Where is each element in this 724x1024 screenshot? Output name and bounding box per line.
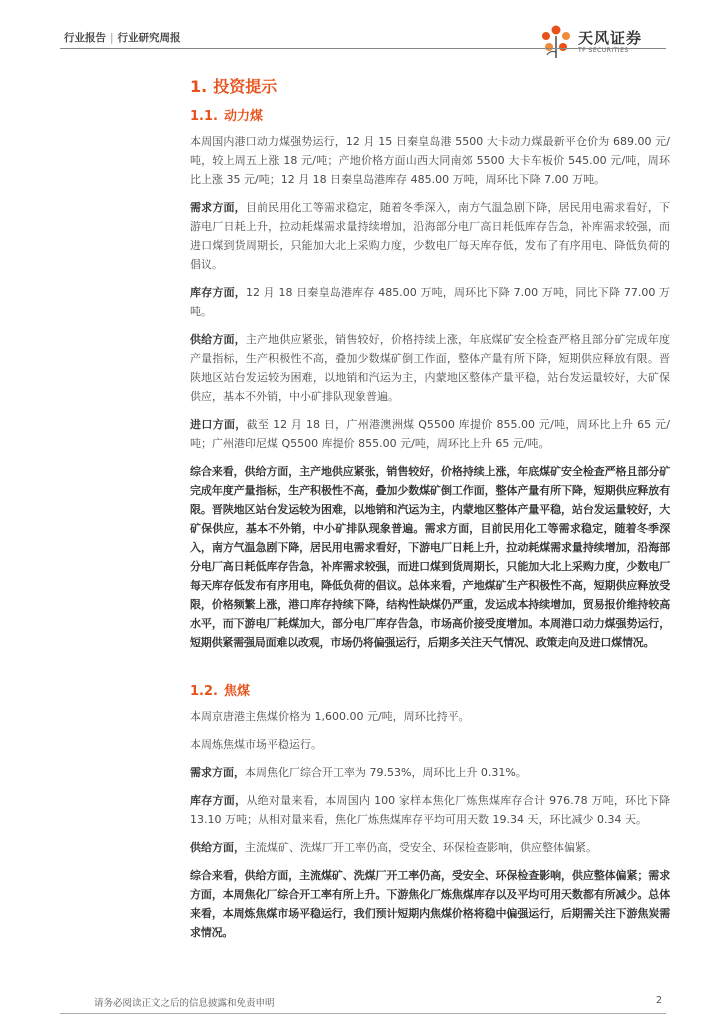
paragraph — [190, 707, 670, 726]
paragraph-text: 从绝对量来看，本周国内 100 家样本焦化厂炼焦煤库存合计 976.78 万吨，环比下降 13.10 万吨；从相对量来看，焦化厂炼焦煤库存平均可用天数 19.34 天，环比减少 0.34 天。 — [190, 794, 670, 826]
paragraph — [190, 132, 670, 189]
paragraph-text: 12 月 18 日秦皇岛港库存 485.00 万吨，周环比下降 7.00 万吨，同比下降 77.00 万吨。 — [190, 286, 671, 318]
section-title: 投资提示 — [213, 77, 278, 96]
paragraph — [190, 791, 670, 829]
subsection-title: 焦煤 — [223, 684, 250, 699]
paragraph-text: 主流煤矿、洗煤厂开工率仍高，受安全、环保检查影响，供应整体偏紧。 — [245, 841, 597, 854]
paragraph — [190, 735, 670, 754]
main-content — [190, 66, 670, 951]
report-subtype: 行业研究周报 — [117, 32, 181, 44]
paragraph — [190, 763, 670, 782]
logo-name: 天风证券 — [578, 29, 643, 47]
subsection-heading — [190, 105, 670, 124]
breadcrumb-separator: | — [110, 32, 114, 44]
paragraph-text: 主产地供应紧张，销售较好，价格持续上涨，年底煤矿安全检查严格且部分矿完成年度产量指标，生产积极性不高，叠加少数煤矿倒工作面，整体产量有所下降，短期供应释放有限。晋陕地区站台发运较为困难，以地销和汽运为主，内蒙地区整体产量平稳，站台发运量较好，大矿保供应，基本不外销，中小矿排队现象普遍。 — [190, 333, 671, 403]
paragraph-lead: 库存方面， — [190, 794, 247, 807]
paragraph — [190, 283, 670, 321]
report-type: 行业报告 — [64, 32, 106, 44]
paragraph-lead: 需求方面， — [190, 201, 246, 214]
footer-divider — [60, 1013, 666, 1014]
paragraph — [190, 415, 670, 453]
subsection-heading — [190, 680, 670, 699]
page-number: 2 — [655, 995, 662, 1006]
section-number: 1. — [190, 77, 208, 96]
subsection-number: 1.1. — [190, 109, 218, 124]
paragraph-lead: 供给方面， — [190, 333, 246, 346]
paragraph-lead: 供给方面， — [190, 841, 245, 854]
paragraph — [190, 838, 670, 857]
subsection-title: 动力煤 — [223, 109, 263, 124]
paragraph-lead: 需求方面， — [190, 766, 245, 779]
summary-paragraph: 综合来看，供给方面，主流煤矿、洗煤厂开工率仍高，受安全、环保检查影响，供应整体偏紧；需求方面，本周焦化厂综合开工率有所上升。下游焦化厂炼焦煤库存以及平均可用天数都有所减少。总体来看，本周炼焦煤市场平稳运行，我们预计短期内焦煤价格将稳中偏强运行，后期需关注下游焦炭需求情况。 — [190, 869, 670, 939]
summary-paragraph: 综合来看，供给方面，主产地供应紧张，销售较好，价格持续上涨，年底煤矿安全检查严格且部分矿完成年度产量指标，生产积极性不高，叠加少数煤矿倒工作面，整体产量有所下降，短期供应释放有限。晋陕地区站台发运较为困难，以地销和汽运为主，内蒙地区整体产量平稳，站台发运量较好，大矿保供应，基本不外销，中小矿排队现象普遍。需求方面，目前民用化工等需求稳定，随着冬季深入，南方气温急剧下降，居民用电需求看好，下游电厂日耗上升，拉动耗煤需求量持续增加，沿海部分电厂高日耗低库存告急，补库需求较强，而进口煤到货周期长，只能加大北上采购力度，少数电厂每天库存低发布有序用电，降低负荷的倡议。总体来看，产地煤矿生产积极性不高，短期供应释放受限，价格频繁上涨，港口库存持续下降，结构性缺煤仍严重，发运成本持续增加，贸易报价维持较高水平，而下游电厂耗煤加大，部分电厂库存告急，市场高价接受度增加。本周港口动力煤强势运行，短期供紧需强局面难以改观，市场仍将偏强运行，后期多关注天气情况、政策走向及进口煤情况。 — [190, 465, 670, 649]
company-logo — [536, 22, 666, 62]
paragraph-text: 本周京唐港主焦煤价格为 1,600.00 元/吨，周环比持平。 — [190, 710, 470, 723]
report-breadcrumb — [64, 30, 181, 45]
logo-subtitle: TF SECURITIES — [578, 47, 629, 54]
paragraph — [190, 330, 670, 406]
paragraph-lead: 进口方面， — [190, 418, 247, 431]
paragraph-lead: 库存方面， — [190, 286, 246, 299]
section-heading — [190, 74, 670, 97]
paragraph-text: 截至 12 月 18 日，广州港澳洲煤 Q5500 库提价 855.00 元/吨，周环比上升 65 元/吨；广州港印尼煤 Q5500 库提价 855.00 元/吨，周环比上升 65 元/吨。 — [190, 418, 671, 450]
paragraph — [190, 198, 670, 274]
flower-logo-icon — [536, 22, 576, 62]
header-divider — [60, 48, 666, 49]
paragraph-text: 目前民用化工等需求稳定，随着冬季深入，南方气温急剧下降，居民用电需求看好，下游电厂日耗上升，拉动耗煤需求量持续增加，沿海部分电厂高日耗低库存告急，补库需求较强，而进口煤到货周期长，只能加大北上采购力度，少数电厂每天库存低，发布了有序用电、降低负荷的倡议。 — [190, 201, 671, 271]
footer-disclaimer: 请务必阅读正文之后的信息披露和免责申明 — [94, 998, 275, 1009]
paragraph-text: 本周焦化厂综合开工率为 79.53%，周环比上升 0.31%。 — [245, 766, 527, 779]
page-header — [60, 22, 666, 62]
paragraph-text: 本周炼焦煤市场平稳运行。 — [190, 738, 322, 751]
subsection-number: 1.2. — [190, 684, 218, 699]
paragraph-text: 本周国内港口动力煤强势运行，12 月 15 日秦皇岛港 5500 大卡动力煤最新平仓价为 689.00 元/吨，较上周五上涨 18 元/吨；产地价格方面山西大同南郊 5500 大卡车板价 545.00 元/吨，周环比上涨 35 元/吨；12 月 18 日秦皇岛港库存 485.00 万吨，周环比下降 7.00 万吨。 — [190, 135, 670, 186]
